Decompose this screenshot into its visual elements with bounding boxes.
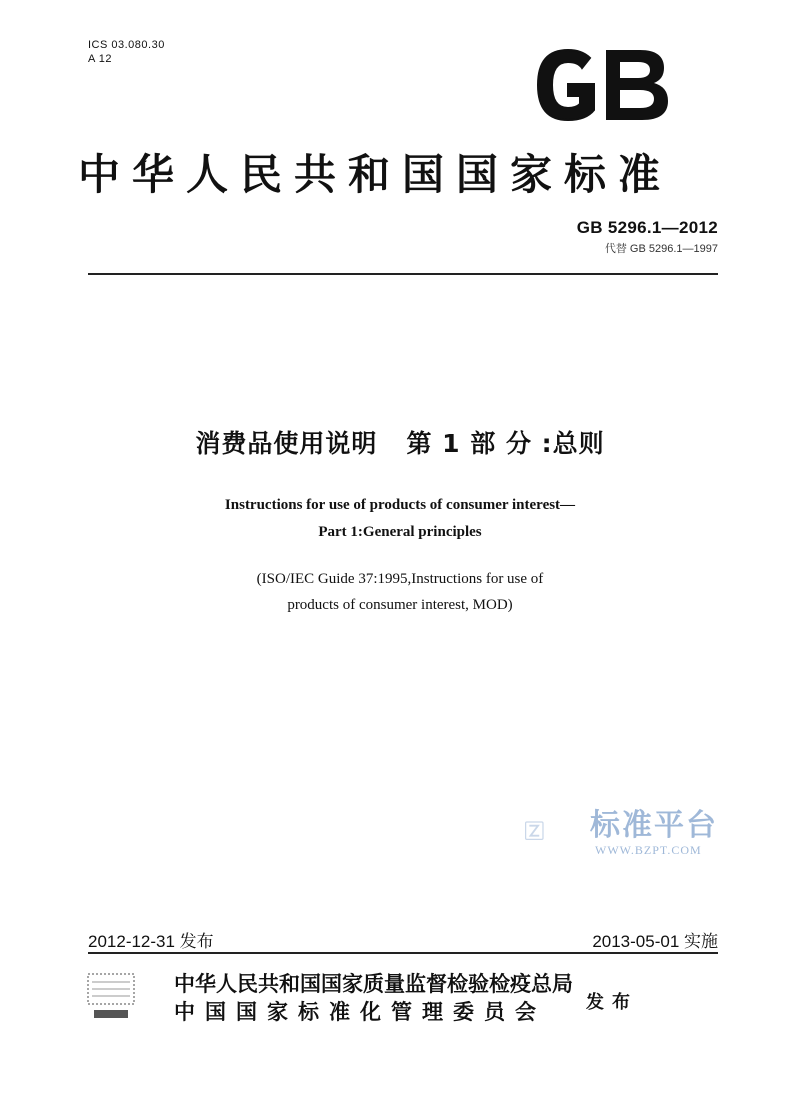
- replaces-standard: 代替 GB 5296.1—1997: [604, 243, 718, 255]
- watermark-name: 标准平台: [590, 808, 718, 843]
- watermark-logo-icon: [525, 800, 587, 862]
- national-standard-title: 中华人民共和国国家标准: [78, 150, 673, 199]
- authority-aqsiq: 中华人民共和国国家质量监督检验检疫总局: [174, 972, 573, 996]
- gb-logo: [528, 44, 676, 126]
- publish-label: 发布: [586, 992, 638, 1013]
- authority-sac: 中国国家标准化管理委员会: [174, 1000, 546, 1024]
- standard-code-block: [577, 218, 718, 256]
- standard-number: GB 5296.1—2012: [576, 218, 718, 237]
- english-title: [0, 492, 800, 546]
- english-title-line2: Part 1:General principles: [318, 524, 482, 540]
- iso-reference-line2: products of consumer interest, MOD): [287, 597, 513, 613]
- ics-code: ICS 03.080.30: [88, 39, 165, 51]
- classification-codes: [88, 38, 165, 66]
- top-divider: [88, 273, 718, 275]
- iso-reference: [0, 566, 800, 618]
- bottom-divider: [88, 952, 718, 954]
- issue-date: 2012-12-31 发布: [88, 932, 214, 951]
- official-seal-icon: [82, 970, 140, 1022]
- chinese-title: 消费品使用说明 第 1 部 分 :总则: [195, 429, 605, 458]
- effective-date: 2013-05-01 实施: [592, 932, 718, 951]
- iso-reference-line1: (ISO/IEC Guide 37:1995,Instructions for use of: [256, 571, 544, 587]
- ccs-code: A 12: [88, 53, 113, 65]
- english-title-line1: Instructions for use of products of consumer interest—: [224, 497, 576, 513]
- watermark-url: WWW.BZPT.COM: [595, 843, 702, 857]
- issuing-authorities: [174, 970, 573, 1026]
